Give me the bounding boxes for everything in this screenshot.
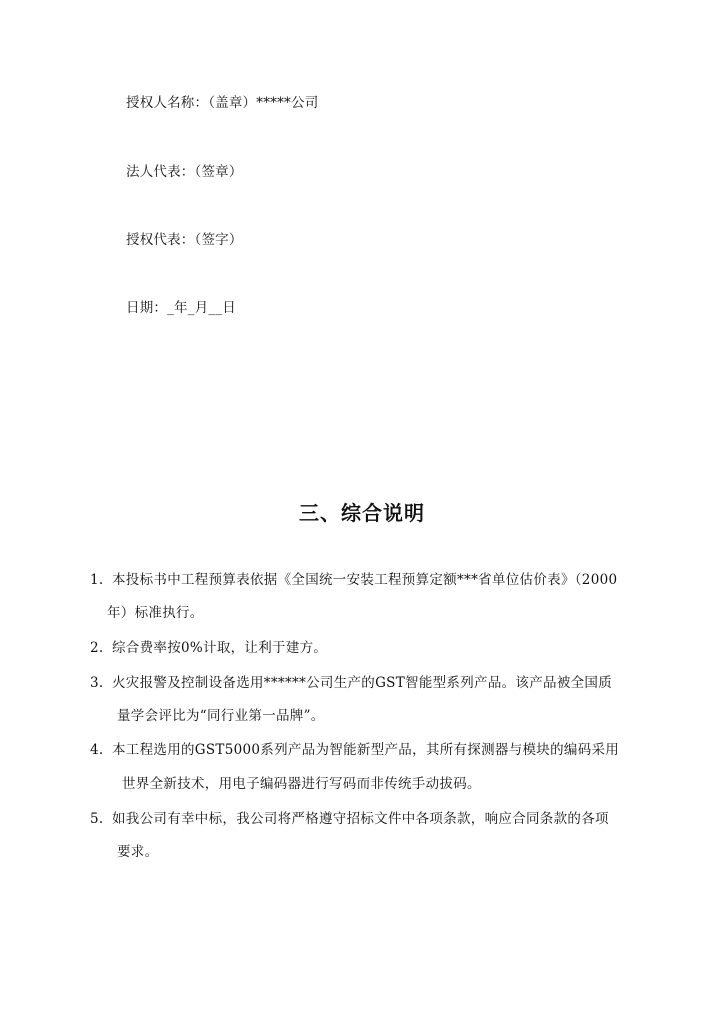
item-number: 1. [90, 572, 104, 588]
item-text-line1: 本投标书中工程预算表依据《全国统一安装工程预算定额***省单位估价表》（2000 [112, 572, 618, 588]
list-item-3 [90, 674, 612, 692]
list-item-2 [90, 639, 327, 657]
list-item-1 [90, 571, 617, 589]
item-text-line1: 如我公司有幸中标，我公司将严格遵守招标文件中各项条款，响应合同条款的各项 [112, 811, 609, 827]
item-text-line1: 火灾报警及控制设备选用******公司生产的GST智能型系列产品。该产品被全国质 [112, 675, 613, 691]
list-item-1-continuation: 年）标准执行。 [107, 605, 204, 621]
item-number: 2. [90, 640, 104, 656]
item-number: 5. [90, 811, 104, 827]
list-item-4-continuation: 世界全新技术，用电子编码器进行写码而非传统手动拔码。 [122, 776, 481, 792]
item-number: 4. [90, 742, 104, 758]
authorized-representative-line: 授权代表：（签字） [126, 232, 243, 248]
legal-representative-line: 法人代表：（签章） [126, 164, 243, 180]
list-item-4 [90, 741, 619, 759]
item-text-line1: 综合费率按0%计取，让利于建方。 [112, 640, 328, 656]
list-item-5 [90, 810, 609, 828]
section-title: 三、综合说明 [299, 501, 425, 525]
authorizer-name-line: 授权人名称：（盖章）*****公司 [126, 95, 319, 111]
list-item-3-continuation: 量学会评比为“同行业第一品牌”。 [117, 708, 325, 724]
date-line: 日期：_年_月__日 [126, 300, 236, 316]
list-item-5-continuation: 要求。 [117, 844, 159, 860]
item-number: 3. [90, 675, 104, 691]
item-text-line1: 本工程选用的GST5000系列产品为智能新型产品，其所有探测器与模块的编码采用 [112, 742, 620, 758]
